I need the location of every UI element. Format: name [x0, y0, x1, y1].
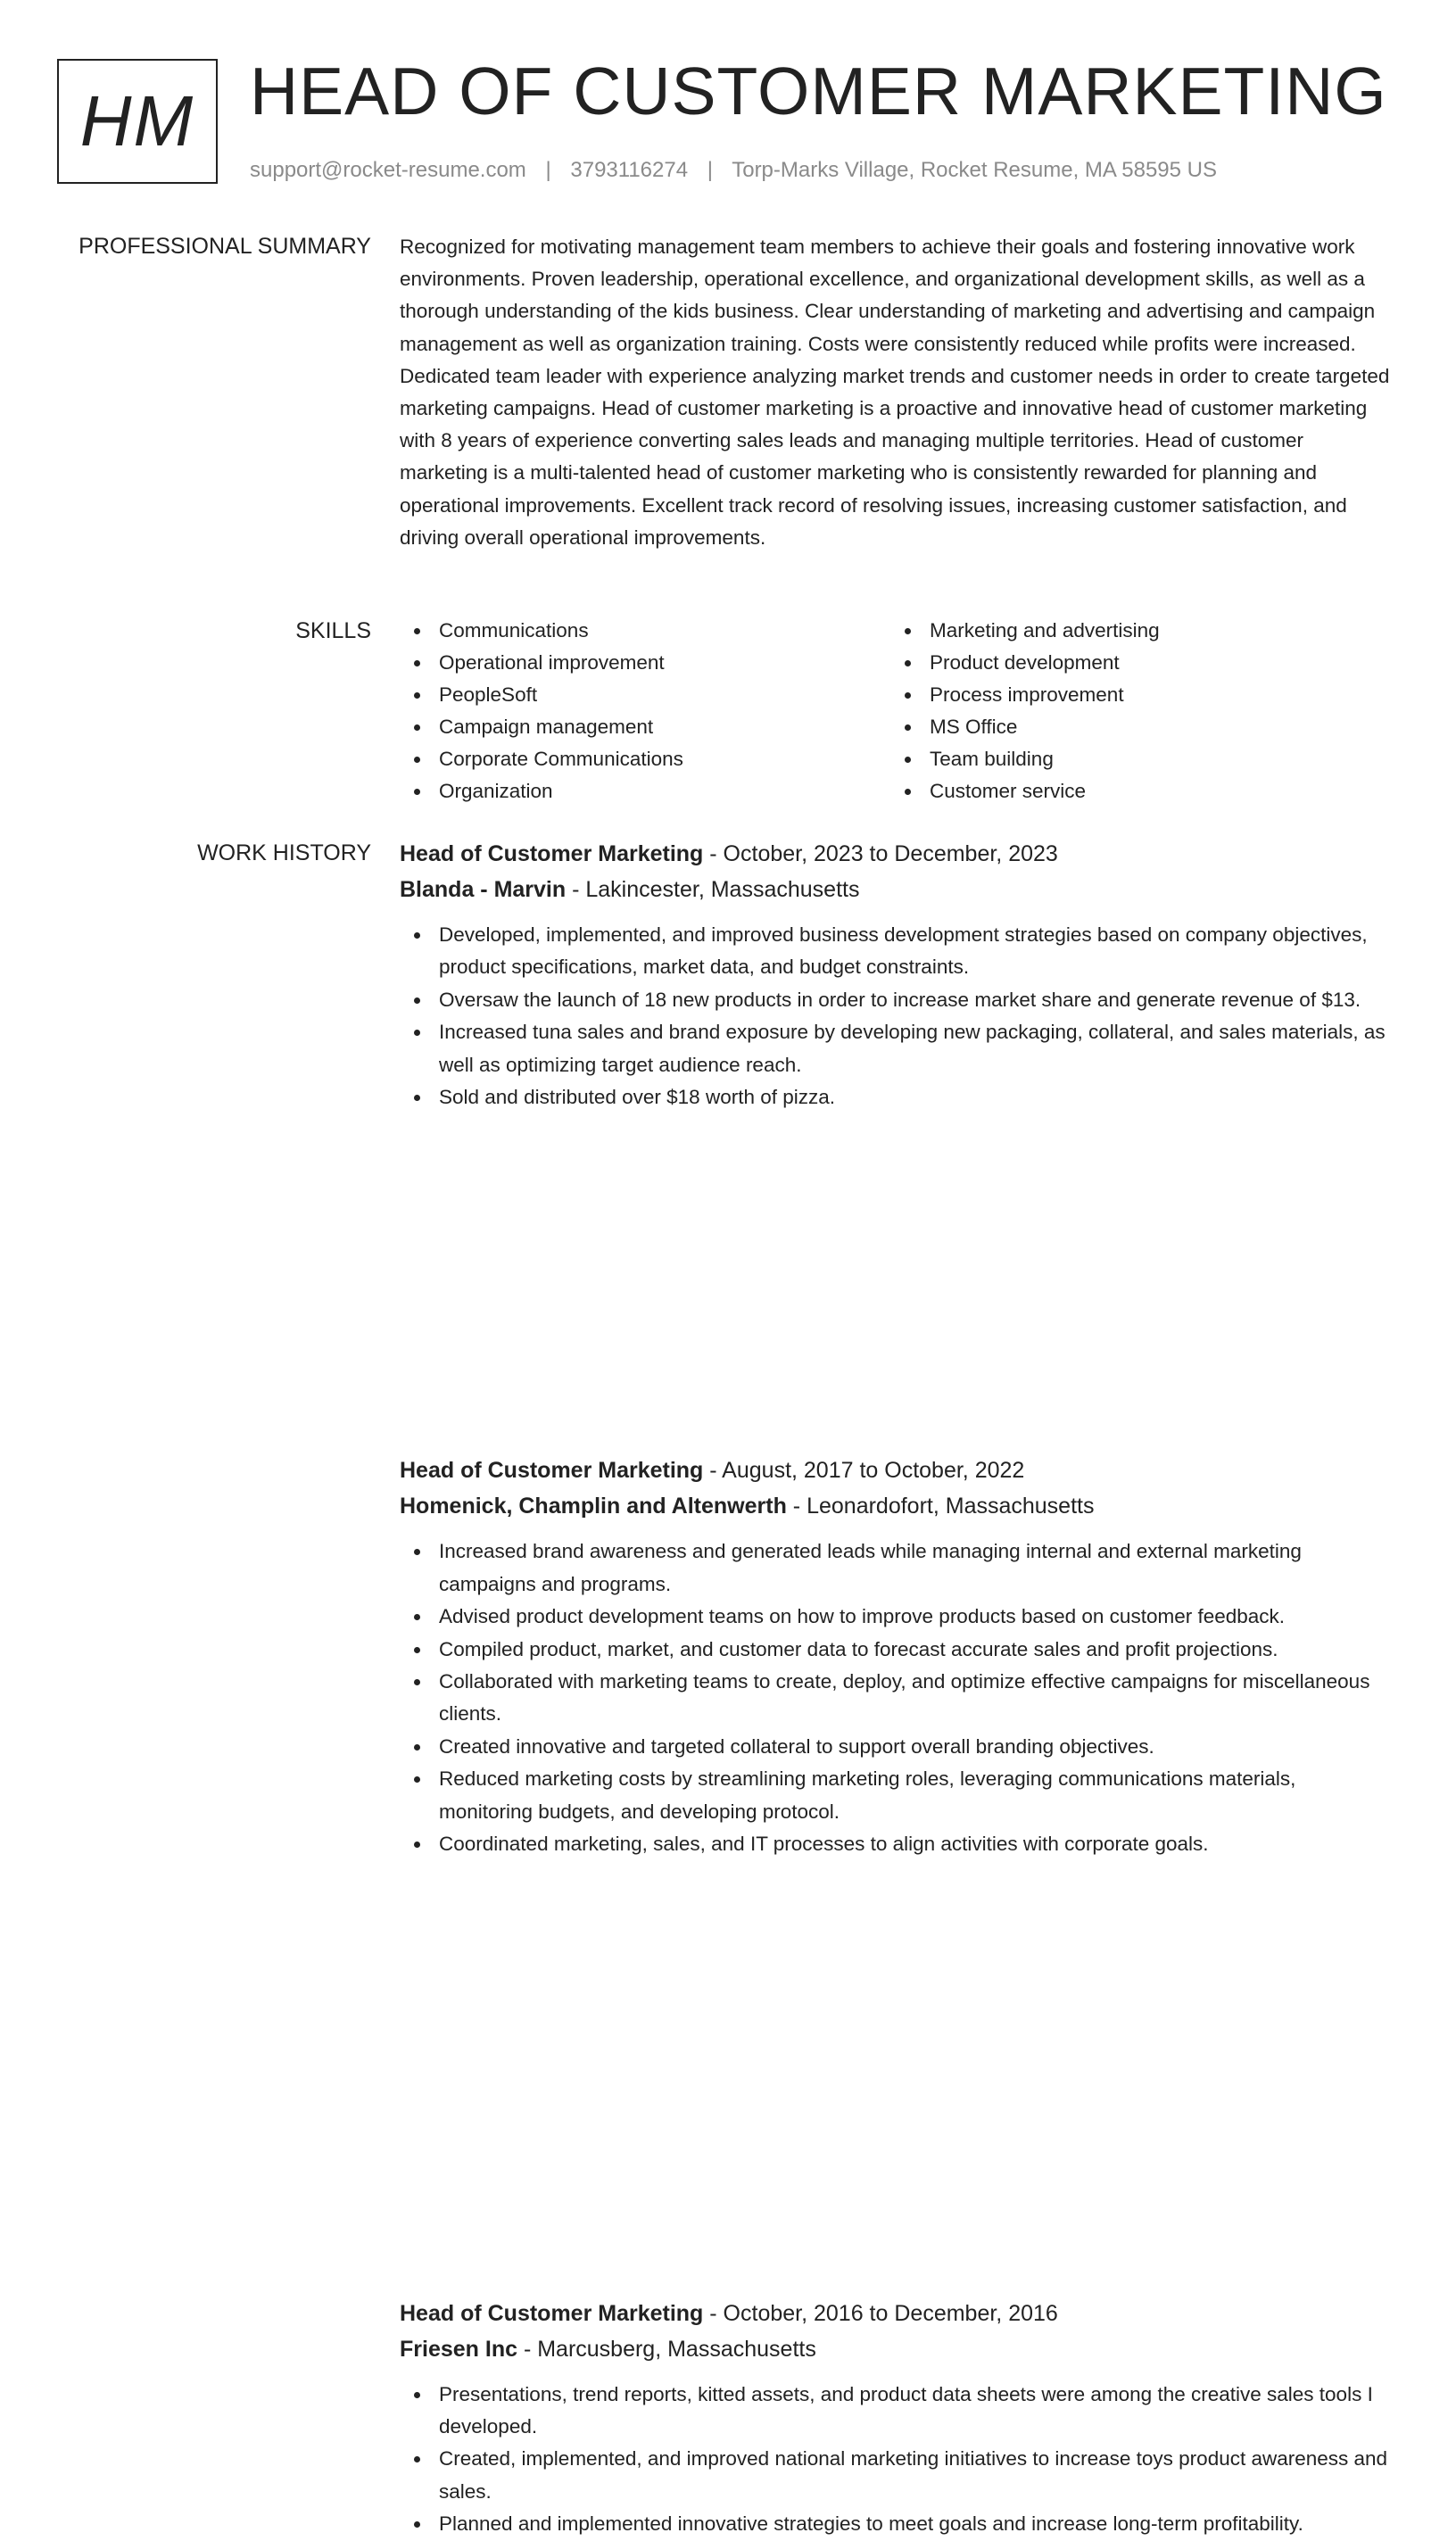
- job-bullet: Collaborated with marketing teams to create, deploy, and optimize effective campaigns for miscellaneous clients.: [400, 1666, 1392, 1731]
- skill-item: Campaign management: [400, 711, 890, 743]
- job-company-line: [400, 2331, 1392, 2367]
- skill-item: Corporate Communications: [400, 743, 890, 775]
- skills-list-left: [400, 615, 890, 807]
- job-dates: - August, 2017 to October, 2022: [703, 1458, 1025, 1484]
- skill-item: Product development: [890, 647, 1381, 679]
- job-company-line: [400, 1488, 1392, 1524]
- job-bullet: Coordinated marketing, sales, and IT processes to align activities with corporate goals.: [400, 1828, 1392, 1860]
- job-location: - Marcusberg, Massachusetts: [517, 2336, 816, 2362]
- job-company: Blanda - Marvin: [400, 877, 567, 902]
- job-bullet: Compiled product, market, and customer data to forecast accurate sales and profit projections.: [400, 1634, 1392, 1666]
- job-bullet: Planned and implemented innovative strategies to meet goals and increase long-term profitability.: [400, 2508, 1392, 2540]
- job-location: - Leonardofort, Massachusetts: [786, 1494, 1095, 1519]
- job-title: Head of Customer Marketing: [400, 2300, 704, 2326]
- monogram-initials: HM: [79, 81, 195, 161]
- job-bullet-list: [400, 919, 1392, 1113]
- job-entry: [400, 836, 1392, 1113]
- work-history-heading: WORK HISTORY: [197, 840, 371, 865]
- summary-text: Recognized for motivating management team members to achieve their goals and fostering innovative work environments. Proven leadership, operational excellence, and organizational development skills, as well as a thorough understanding of the kids business. Clear understanding of marketing and advertising and campaign management as well as organization training. Costs were consistently reduced while profits were increased. Dedicated team leader with experience analyzing market trends and customer needs in order to create targeted marketing campaigns. Head of customer marketing is a proactive and innovative head of customer marketing with 8 years of experience converting sales leads and managing multiple territories. Head of customer marketing is a multi-talented head of customer marketing who is consistently rewarded for planning and operational improvements. Excellent track record of resolving issues, increasing customer satisfaction, and driving overall operational improvements.: [400, 236, 1390, 549]
- job-company-line: [400, 872, 1392, 907]
- skill-item: Organization: [400, 775, 890, 807]
- skill-item: Marketing and advertising: [890, 615, 1381, 647]
- job-title-line: [400, 836, 1392, 872]
- contact-separator: |: [707, 158, 713, 182]
- contact-email[interactable]: support@rocket-resume.com: [250, 158, 526, 182]
- monogram-box: [57, 59, 218, 184]
- job-bullet: Developed, implemented, and improved business development strategies based on company objectives, product specifications, market data, and budget constraints.: [400, 919, 1392, 984]
- job-bullet: Increased tuna sales and brand exposure by developing new packaging, collateral, and sales materials, as well as optimizing target audience reach.: [400, 1016, 1392, 1081]
- job-dates: - October, 2016 to December, 2016: [703, 2300, 1058, 2326]
- skill-item: MS Office: [890, 711, 1381, 743]
- skills-section: [400, 615, 1392, 807]
- resume-title: HEAD OF CUSTOMER MARKETING: [250, 54, 1387, 128]
- job-bullet: Advised product development teams on how to improve products based on customer feedback.: [400, 1601, 1392, 1633]
- skills-grid: [400, 615, 1392, 807]
- job-bullet: Reduced marketing costs by streamlining marketing roles, leveraging communications materials, monitoring budgets, and developing protocol.: [400, 1763, 1392, 1828]
- skill-item: PeopleSoft: [400, 679, 890, 711]
- job-bullet-list: [400, 1535, 1392, 1860]
- job-bullet-list: [400, 2379, 1392, 2541]
- job-bullet: Sold and distributed over $18 worth of pizza.: [400, 1081, 1392, 1113]
- job-title: Head of Customer Marketing: [400, 1458, 704, 1484]
- job-bullet: Created, implemented, and improved national marketing initiatives to increase toys product awareness and sales.: [400, 2443, 1392, 2508]
- skill-item: Customer service: [890, 775, 1381, 807]
- contact-address: Torp-Marks Village, Rocket Resume, MA 58595 US: [732, 158, 1218, 182]
- job-title: Head of Customer Marketing: [400, 841, 704, 866]
- job-entry: [400, 1453, 1392, 1860]
- skill-item: Operational improvement: [400, 647, 890, 679]
- contact-line: [250, 157, 1217, 184]
- contact-phone[interactable]: 3793116274: [570, 158, 689, 182]
- job-company: Friesen Inc: [400, 2336, 517, 2362]
- skill-item: Team building: [890, 743, 1381, 775]
- skills-heading: SKILLS: [295, 618, 371, 643]
- skill-item: Process improvement: [890, 679, 1381, 711]
- job-bullet: Created innovative and targeted collateral to support overall branding objectives.: [400, 1731, 1392, 1763]
- job-dates: - October, 2023 to December, 2023: [703, 841, 1058, 866]
- summary-section: [400, 231, 1392, 554]
- job-company: Homenick, Champlin and Altenwerth: [400, 1494, 787, 1519]
- job-title-line: [400, 2296, 1392, 2331]
- summary-heading: PROFESSIONAL SUMMARY: [79, 234, 371, 259]
- job-bullet: Increased brand awareness and generated leads while managing internal and external marketing campaigns and programs.: [400, 1535, 1392, 1601]
- skill-item: Communications: [400, 615, 890, 647]
- job-bullet: Oversaw the launch of 18 new products in order to increase market share and generate revenue of $13.: [400, 984, 1392, 1016]
- job-title-line: [400, 1453, 1392, 1488]
- job-location: - Lakincester, Massachusetts: [566, 877, 860, 902]
- job-entry: [400, 2296, 1392, 2541]
- skills-list-right: [890, 615, 1381, 807]
- contact-separator: |: [545, 158, 551, 182]
- job-bullet: Presentations, trend reports, kitted assets, and product data sheets were among the creative sales tools I developed.: [400, 2379, 1392, 2444]
